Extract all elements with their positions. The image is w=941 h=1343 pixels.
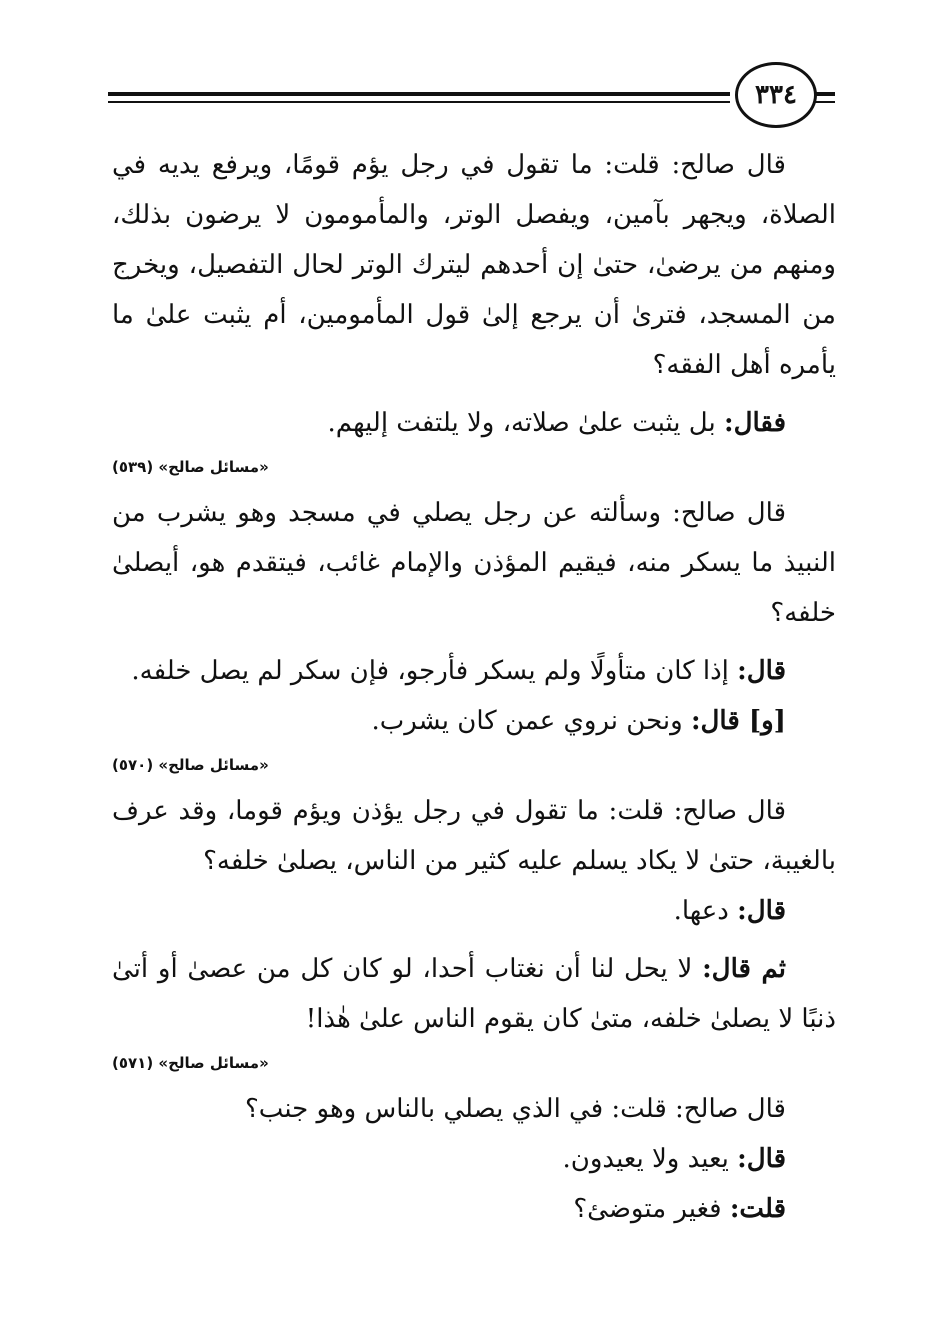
paragraph — [112, 786, 836, 886]
page-header — [108, 62, 835, 132]
paragraph-text: إذا كان متأولًا ولم يسكر فأرجو، فإن سكر لم يصل خلفه. — [131, 656, 738, 686]
speaker-label: قلت: — [729, 1194, 786, 1224]
paragraph-text: قال صالح: قلت: ما تقول في رجل يؤم قومًا، ويرفع يديه في الصلاة، ويجهر بآمين، ويفصل الوتر، والمأمومون لا يرضون بذلك، ومنهم من يرضىٰ، حتىٰ إن أحدهم ليترك الوتر لحال التفصيل، ويخرج من المسجد، فترىٰ أن يرجع إلىٰ قول المأمومين، أم يثبت علىٰ ما يأمره أهل الفقه؟ — [112, 150, 836, 380]
paragraph — [112, 398, 836, 448]
speaker-label: فقال: — [724, 408, 786, 438]
citation-text: «مسائل صالح» (٥٧٠) — [112, 756, 269, 774]
header-rule-tail-bottom — [815, 101, 835, 103]
citation — [112, 752, 836, 778]
paragraph — [112, 646, 836, 696]
header-rule-tail-top — [815, 92, 835, 96]
header-rule-top — [108, 92, 730, 96]
header-rule-bottom — [108, 101, 730, 103]
page-body — [112, 140, 836, 1234]
paragraph — [112, 140, 836, 390]
paragraph-text: بل يثبت علىٰ صلاته، ولا يلتفت إليهم. — [327, 408, 724, 438]
citation-text: «مسائل صالح» (٥٧١) — [112, 1054, 269, 1072]
speaker-label: قال: — [737, 656, 786, 686]
paragraph-text: قال صالح: وسألته عن رجل يصلي في مسجد وهو يشرب من النبيذ ما يسكر منه، فيقيم المؤذن والإمام غائب، فيتقدم هو، أيصلىٰ خلفه؟ — [112, 498, 836, 628]
speaker-label: [و] قال: — [690, 706, 786, 736]
paragraph — [112, 696, 836, 746]
paragraph-text: فغير متوضئ؟ — [573, 1194, 730, 1224]
speaker-label: ثم قال: — [702, 954, 786, 984]
paragraph-text: قال صالح: قلت: ما تقول في رجل يؤذن ويؤم قوما، وقد عرف بالغيبة، حتىٰ لا يكاد يسلم عليه كثير من الناس، يصلىٰ خلفه؟ — [112, 796, 836, 876]
paragraph-text: قال صالح: قلت: في الذي يصلي بالناس وهو جنب؟ — [245, 1094, 786, 1124]
paragraph-text: لا يحل لنا أن نغتاب أحدا، لو كان كل من عصىٰ أو أتىٰ ذنبًا لا يصلىٰ خلفه، متىٰ كان يقوم الناس علىٰ هٰذا! — [112, 954, 836, 1034]
paragraph-text: يعيد ولا يعيدون. — [562, 1144, 738, 1174]
paragraph — [112, 1134, 836, 1184]
paragraph-text: ونحن نروي عمن كان يشرب. — [371, 706, 691, 736]
paragraph — [112, 886, 836, 936]
paragraph — [112, 1084, 836, 1134]
page-number: ٣٣٤ — [735, 62, 817, 128]
paragraph — [112, 1184, 836, 1234]
citation — [112, 454, 836, 480]
paragraph-text: دعها. — [673, 896, 738, 926]
citation — [112, 1050, 836, 1076]
speaker-label: قال: — [737, 1144, 786, 1174]
paragraph — [112, 488, 836, 638]
citation-text: «مسائل صالح» (٥٣٩) — [112, 458, 269, 476]
paragraph — [112, 944, 836, 1044]
speaker-label: قال: — [737, 896, 786, 926]
